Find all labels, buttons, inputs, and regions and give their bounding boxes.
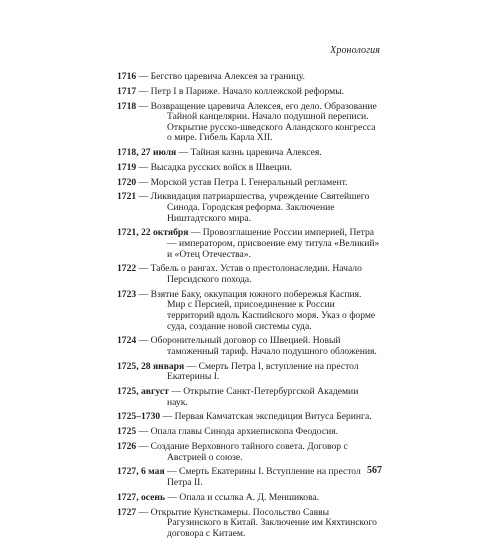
entry-dash: —	[188, 227, 203, 239]
entry-dash: —	[160, 411, 175, 423]
chronology-entry	[117, 87, 381, 98]
entry-date: 1725	[117, 426, 137, 438]
entry-text: Взятие Баку, оккупация южного побережья Каспия. Мир с Персией, присоединение к России территорий вдоль Каспийского моря. Указ о форме суда, создание новой системы суда.	[150, 288, 376, 332]
entry-text: Морской устав Петра I. Генеральный регламент.	[150, 176, 348, 188]
entry-date: 1725–1730	[117, 411, 161, 423]
entry-date: 1723	[117, 288, 137, 300]
entry-text: Оборонительный договор со Швецией. Новый таможенный тариф. Начало подушного обложения.	[150, 335, 377, 357]
entry-text: Ликвидация патриаршества, учреждение Святейшего Синода. Городская реформа. Заключение Ништадтского мира.	[150, 191, 370, 224]
entry-text: Высадка русских войск в Швеции.	[150, 161, 292, 173]
entry-date: 1725, август	[117, 386, 169, 398]
entry-dash: —	[136, 100, 151, 112]
entry-text: Табель о рангах. Устав о престолонаследии. Начало Персидского похода.	[150, 263, 362, 285]
chronology-entry	[117, 442, 381, 463]
page-number: 567	[367, 465, 382, 476]
entry-dash: —	[136, 176, 151, 188]
entry-text: Открытие Санкт-Петербургской Академии наук.	[167, 386, 359, 408]
chronology-entry	[117, 467, 381, 488]
chronology-entry	[117, 290, 381, 332]
chronology-entry	[117, 102, 381, 144]
chronology-entry	[117, 163, 381, 174]
entry-text: Тайная казнь царевича Алексея.	[190, 147, 322, 159]
entry-text: Провозглашение России империей, Петра — императором, присвоение ему титула «Великий» и «Отец Отечества».	[167, 227, 380, 260]
chronology-entry	[117, 178, 381, 189]
chronology-entry	[117, 192, 381, 224]
chronology-entry	[117, 412, 381, 423]
entry-text: Смерть Петра I, вступление на престол Екатерины I.	[167, 360, 359, 383]
entry-text: Бегство царевича Алексея за границу.	[150, 71, 305, 82]
chronology-entry	[117, 362, 381, 383]
entry-date: 1724	[117, 335, 137, 347]
entry-dash: —	[136, 288, 151, 300]
entry-dash: —	[136, 335, 151, 347]
entry-date: 1716	[117, 71, 137, 82]
entry-date: 1717	[117, 85, 137, 97]
entry-dash: —	[136, 85, 151, 97]
entry-dash: —	[136, 191, 151, 203]
entry-dash: —	[165, 491, 180, 503]
chronology-entry	[117, 264, 381, 285]
entry-text: Открытие Кунсткамеры. Посольство Саввы Рагузинского в Китай. Заключение им Кяхтинского договора с Китаем.	[150, 506, 377, 539]
chronology-entry	[117, 427, 381, 438]
entry-date: 1718	[117, 100, 137, 112]
running-head: Хронология	[330, 45, 380, 56]
entry-text: Возвращение царевича Алексея, его дело. Образование Тайной канцелярии. Начало подушной переписи. Открытие русско-шведского Аландского конгресса о мире. Гибель Карла XII.	[150, 100, 377, 144]
entry-dash: —	[136, 263, 151, 275]
chronology-entry	[117, 387, 381, 408]
entry-date: 1721, 22 октября	[117, 227, 189, 239]
entry-dash: —	[136, 161, 151, 173]
chronology-entry	[117, 508, 381, 540]
entry-date: 1719	[117, 161, 137, 173]
entry-dash: —	[136, 506, 151, 518]
entry-dash: —	[176, 147, 191, 159]
chronology-entry	[117, 148, 381, 159]
entry-dash: —	[136, 426, 151, 438]
chronology-entry	[117, 493, 381, 504]
entry-date: 1727, осень	[117, 491, 166, 503]
chronology-entry	[117, 336, 381, 357]
entry-text: Создание Верховного тайного совета. Договор с Австрией о союзе.	[150, 441, 348, 463]
entry-text: Смерть Екатерины I. Вступление на престол Петра II.	[167, 466, 361, 488]
entry-date: 1721	[117, 191, 137, 203]
chronology-entry	[117, 72, 381, 83]
entry-date: 1725, 28 января	[117, 360, 185, 372]
entry-text: Первая Камчатская экспедиция Витуса Беринга.	[174, 411, 372, 423]
entry-dash: —	[136, 441, 151, 453]
entry-date: 1718, 27 июля	[117, 147, 177, 159]
chronology-list	[117, 72, 381, 544]
entry-date: 1722	[117, 263, 137, 275]
entry-text: Опала главы Синода архиепископа Феодосия.	[150, 426, 339, 438]
entry-date: 1727, 6 мая	[117, 466, 165, 478]
entry-text: Опала и ссылка А. Д. Меншикова.	[179, 491, 320, 503]
entry-dash: —	[136, 71, 151, 82]
entry-date: 1727	[117, 506, 137, 518]
entry-text: Петр I в Париже. Начало коллежской реформы.	[150, 85, 345, 97]
chronology-entry	[117, 228, 381, 260]
entry-dash: —	[164, 466, 180, 478]
entry-date: 1720	[117, 176, 137, 188]
entry-dash: —	[168, 386, 184, 398]
entry-dash: —	[184, 360, 199, 372]
entry-date: 1726	[117, 441, 137, 453]
